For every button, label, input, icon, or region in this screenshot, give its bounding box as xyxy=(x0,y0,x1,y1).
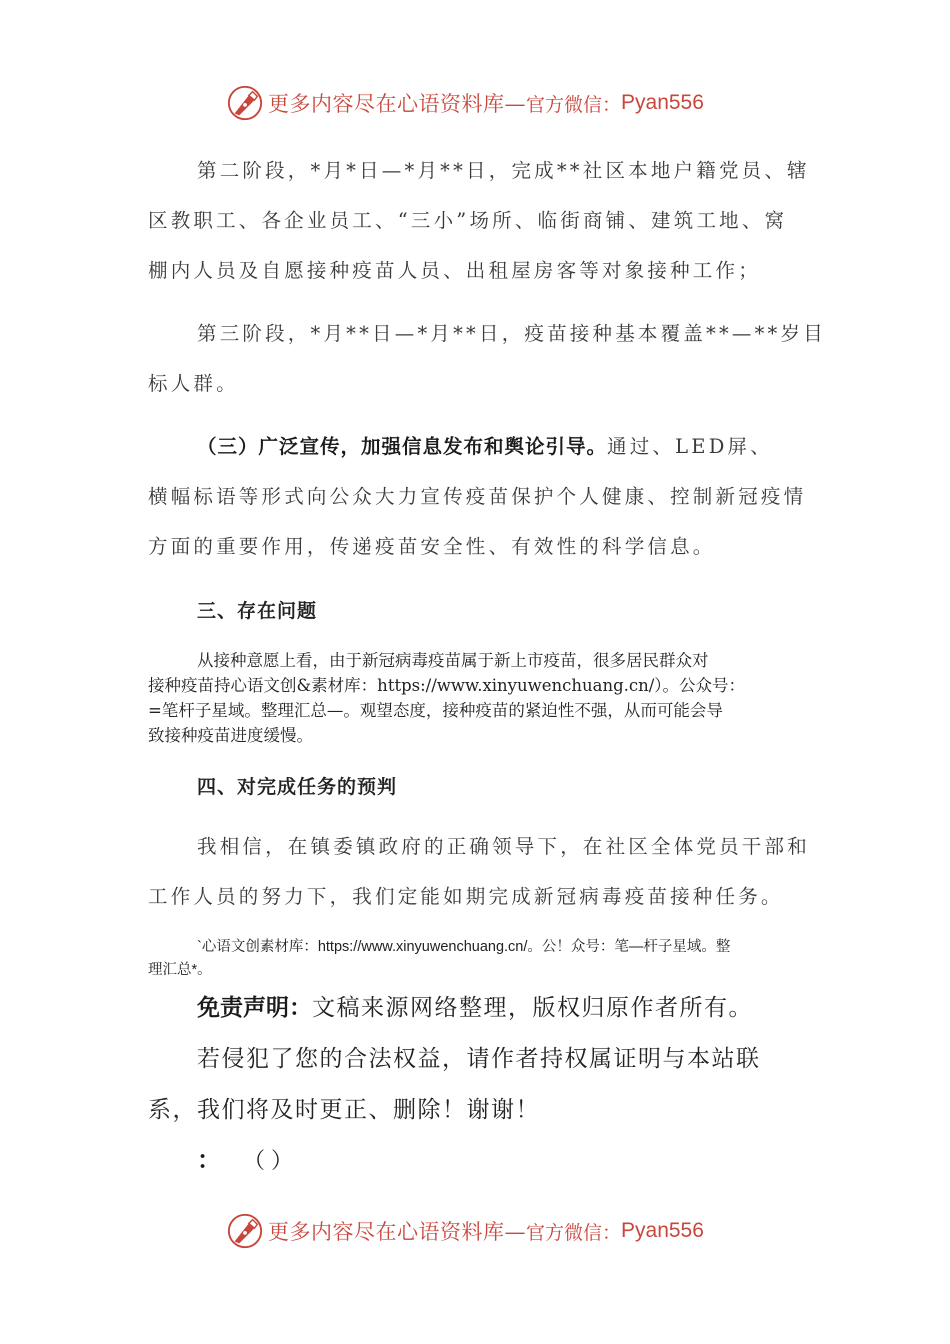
banner-wechat-label: 官方微信： xyxy=(526,93,622,116)
header-banner xyxy=(226,83,704,123)
banner-wechat-id: Pyan556 xyxy=(621,1219,704,1242)
disclaimer xyxy=(148,983,828,1136)
paragraph-stage-3 xyxy=(148,309,826,409)
text-line: 工作人员的努力下，我们定能如期完成新冠病毒疫苗接种任务。 xyxy=(148,885,784,908)
trailer-colon: ： xyxy=(197,1146,222,1174)
paragraph-forecast xyxy=(148,822,808,922)
paragraph-problems xyxy=(148,648,818,748)
section-subheading: （三）广泛宣传，加强信息发布和舆论引导。 xyxy=(197,435,608,458)
text-line: 方面的重要作用，传递疫苗安全性、有效性的科学信息。 xyxy=(148,535,716,558)
text-fragment: 通过、LED屏、 xyxy=(607,435,773,458)
banner-wechat-id: Pyan556 xyxy=(621,91,704,114)
paragraph-publicity xyxy=(148,422,808,572)
text-line: 第三阶段，*月**日—*月**日，疫苗接种基本覆盖**—**岁目 xyxy=(197,322,826,345)
text-line: 理汇总*。 xyxy=(148,962,212,978)
pen-nib-icon xyxy=(226,84,264,122)
banner-text: 更多内容尽在心语资料库— xyxy=(268,1220,526,1244)
text-line: 棚内人员及自愿接种疫苗人员、出租屋房客等对象接种工作； xyxy=(148,259,761,282)
footer-banner xyxy=(226,1211,704,1251)
text-line: `心语文创素材库：https://www.xinyuwenchuang.cn/。公！众号：笔—杆子星域。整 xyxy=(197,939,731,955)
text-line: 接种疫苗持心语文创&素材库：https://www.xinyuwenchuang.cn/）。公众号： xyxy=(148,676,746,695)
text-line: 系，我们将及时更正、删除！谢谢！ xyxy=(148,1097,540,1123)
text-fragment: 文稿来源网络整理，版权归原作者所有。 xyxy=(312,995,753,1021)
heading-problems: 三、存在问题 xyxy=(197,600,318,622)
text-line: 致接种疫苗进度缓慢。 xyxy=(148,726,313,745)
heading-forecast: 四、对完成任务的预判 xyxy=(197,776,398,798)
pen-nib-icon xyxy=(226,1212,264,1250)
text-line xyxy=(148,983,828,1034)
text-line: 从接种意愿上看，由于新冠病毒疫苗属于新上市疫苗，很多居民群众对 xyxy=(197,651,709,670)
text-line: 横幅标语等形式向公众大力宣传疫苗保护个人健康、控制新冠疫情 xyxy=(148,485,807,508)
text-line: 区教职工、各企业员工、“三小”场所、临街商铺、建筑工地、窝 xyxy=(148,209,788,232)
text-line xyxy=(148,422,808,472)
text-line: 标人群。 xyxy=(148,372,239,395)
disclaimer-label: 免责声明： xyxy=(197,995,312,1021)
text-line: =笔杆子星域。整理汇总—。观望态度，接种疫苗的紧迫性不强，从而可能会导 xyxy=(148,701,723,720)
trailer xyxy=(197,1140,299,1175)
source-note xyxy=(148,936,818,982)
text-line: 若侵犯了您的合法权益，请作者持权属证明与本站联 xyxy=(197,1046,761,1072)
banner-text: 更多内容尽在心语资料库— xyxy=(268,92,526,116)
banner-wechat-label: 官方微信： xyxy=(526,1221,622,1244)
paragraph-stage-2 xyxy=(148,146,808,296)
trailer-parens: （） xyxy=(243,1149,300,1174)
text-line: 我相信，在镇委镇政府的正确领导下，在社区全体党员干部和 xyxy=(197,835,810,858)
text-line: 第二阶段，*月*日—*月**日，完成**社区本地户籍党员、辖 xyxy=(197,159,810,182)
